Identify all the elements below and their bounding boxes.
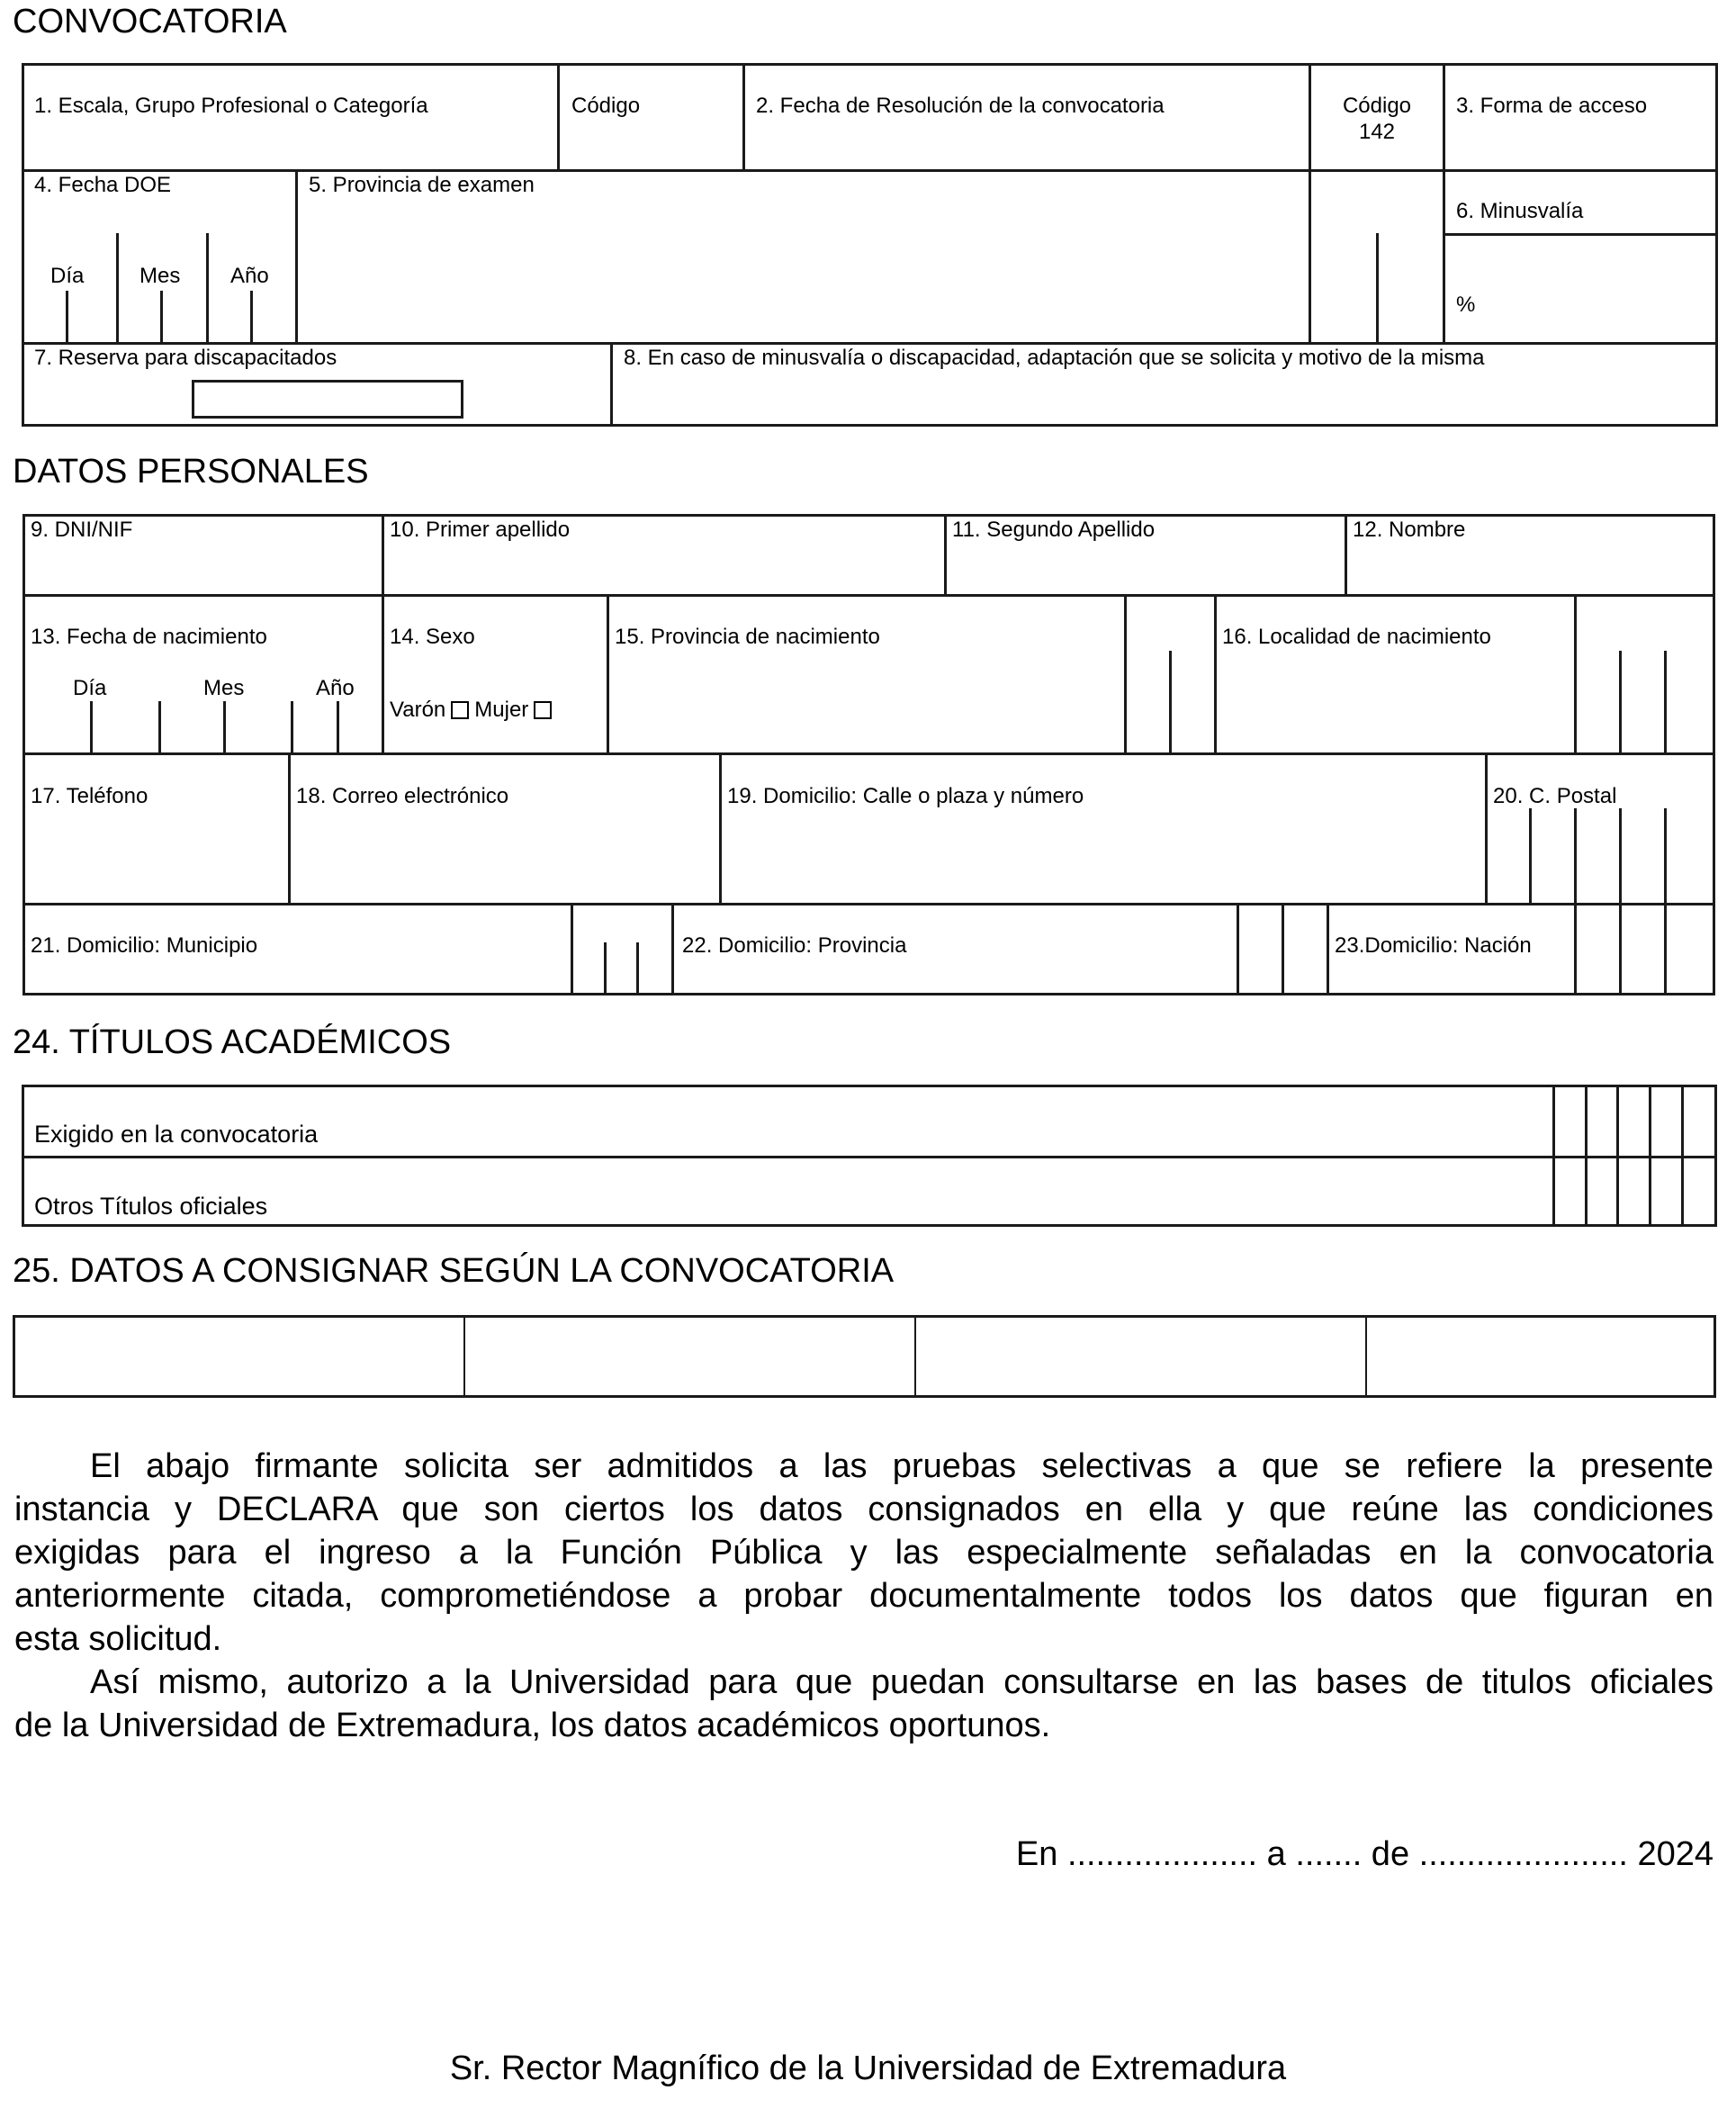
field-email-label: 18. Correo electrónico bbox=[296, 784, 509, 808]
field-nacion-input[interactable] bbox=[1329, 905, 1574, 993]
fecha-doe-dia-label: Día bbox=[50, 264, 85, 288]
nacion-codigo-input[interactable] bbox=[1577, 905, 1713, 993]
row-divider bbox=[22, 594, 1715, 597]
field-reserva-label: 7. Reserva para discapacitados bbox=[34, 346, 337, 370]
section-title-convocatoria: CONVOCATORIA bbox=[13, 3, 287, 41]
field-domicilio-provincia-input[interactable] bbox=[674, 905, 1237, 993]
titulo-exigido-codigo-input[interactable] bbox=[1555, 1087, 1714, 1156]
titulo-otros-codigo-input[interactable] bbox=[1555, 1158, 1714, 1224]
codigo-142-label: Código bbox=[1342, 94, 1412, 118]
fecha-nac-anio-label: Año bbox=[316, 676, 355, 700]
field-email-input[interactable] bbox=[291, 810, 719, 903]
declaration-line: anteriormente citada, comprometiéndose a probar documentalmente todos los datos que figuran en bbox=[14, 1577, 1714, 1615]
field-minusvalia-input[interactable] bbox=[1445, 236, 1715, 342]
field-telefono-label: 17. Teléfono bbox=[31, 784, 148, 808]
codigo-142-value: 142 bbox=[1358, 120, 1396, 144]
field-municipio-label: 21. Domicilio: Municipio bbox=[31, 933, 258, 958]
field-nombre-input[interactable] bbox=[1347, 544, 1713, 594]
dato-consignar-input-4[interactable] bbox=[1367, 1318, 1714, 1395]
fecha-doe-anio-label: Año bbox=[230, 264, 269, 288]
declaration-line: exigidas para el ingreso a la Función Pública y las especialmente señaladas en la convocatoria bbox=[14, 1534, 1714, 1572]
field-domicilio-provincia-label: 22. Domicilio: Provincia bbox=[682, 933, 907, 958]
dato-consignar-input-3[interactable] bbox=[916, 1318, 1365, 1395]
addressee: Sr. Rector Magnífico de la Universidad de Extremadura bbox=[449, 2049, 1287, 2087]
field-localidad-nacimiento-label: 16. Localidad de nacimiento bbox=[1222, 625, 1491, 649]
declaration-line: instancia y DECLARA que son ciertos los datos consignados en ella y que reúne las condiciones bbox=[14, 1491, 1714, 1528]
field-fecha-nacimiento-input[interactable] bbox=[25, 701, 382, 752]
field-localidad-nacimiento-input[interactable] bbox=[1217, 651, 1574, 752]
field-primer-apellido-input[interactable] bbox=[384, 544, 944, 594]
field-escala-input[interactable] bbox=[24, 66, 557, 169]
titulo-exigido-input[interactable] bbox=[24, 1087, 1552, 1156]
field-sexo-label: 14. Sexo bbox=[390, 625, 475, 649]
field-provincia-examen-label: 5. Provincia de examen bbox=[309, 173, 535, 197]
sexo-varon-checkbox[interactable] bbox=[451, 701, 469, 719]
declaration-line: de la Universidad de Extremadura, los datos académicos oportunos. bbox=[14, 1707, 1051, 1744]
titulo-exigido-label: Exigido en la convocatoria bbox=[34, 1121, 319, 1148]
municipio-codigo-input[interactable] bbox=[573, 905, 671, 993]
place-date-line: En .................... a ....... de ...................... 2024 bbox=[1015, 1835, 1714, 1873]
field-provincia-examen-input[interactable] bbox=[298, 198, 1309, 342]
field-fecha-resolucion-input[interactable] bbox=[745, 66, 1309, 169]
field-nacion-label: 23.Domicilio: Nación bbox=[1335, 933, 1532, 958]
field-fecha-doe-label: 4. Fecha DOE bbox=[34, 173, 172, 197]
field-provincia-nacimiento-input[interactable] bbox=[609, 651, 1124, 752]
declaration-line: Así mismo, autorizo a la Universidad para que puedan consultarse en las bases de titulos oficiales bbox=[90, 1663, 1714, 1701]
declaration-paragraph-2 bbox=[14, 1661, 1714, 1747]
row-divider bbox=[22, 342, 1718, 345]
sexo-mujer-label: Mujer bbox=[474, 698, 529, 722]
field-segundo-apellido-input[interactable] bbox=[947, 544, 1345, 594]
field-codigo-postal-label: 20. C. Postal bbox=[1493, 784, 1617, 808]
sexo-varon-label: Varón bbox=[390, 698, 446, 722]
field-domicilio-calle-label: 19. Domicilio: Calle o plaza y número bbox=[727, 784, 1084, 808]
fecha-doe-mes-label: Mes bbox=[139, 264, 181, 288]
dato-consignar-input-1[interactable] bbox=[15, 1318, 463, 1395]
field-escala-label: 1. Escala, Grupo Profesional o Categoría bbox=[34, 94, 428, 118]
section-title-titulos: 24. TÍTULOS ACADÉMICOS bbox=[13, 1023, 452, 1061]
field-codigo-label: Código bbox=[571, 94, 641, 118]
declaration-line: El abajo firmante solicita ser admitidos a las pruebas selectivas a que se refiere la presente bbox=[90, 1447, 1714, 1485]
field-provincia-nacimiento-label: 15. Provincia de nacimiento bbox=[615, 625, 880, 649]
fecha-nac-dia-label: Día bbox=[73, 676, 107, 700]
field-adaptacion-input[interactable] bbox=[613, 371, 1715, 424]
field-forma-acceso-label: 3. Forma de acceso bbox=[1456, 94, 1648, 118]
field-codigo-postal-input[interactable] bbox=[1488, 810, 1713, 903]
field-fecha-resolucion-label: 2. Fecha de Resolución de la convocatoria bbox=[756, 94, 1165, 118]
provincia-nacimiento-codigo-input[interactable] bbox=[1127, 651, 1214, 752]
field-forma-acceso-input[interactable] bbox=[1445, 66, 1715, 169]
field-domicilio-calle-input[interactable] bbox=[722, 810, 1485, 903]
section-title-datos-personales: DATOS PERSONALES bbox=[13, 453, 369, 491]
field-fecha-nacimiento-label: 13. Fecha de nacimiento bbox=[31, 625, 267, 649]
row-divider bbox=[22, 169, 1718, 172]
declaration-line: esta solicitud. bbox=[14, 1620, 222, 1658]
domicilio-provincia-codigo-input[interactable] bbox=[1239, 905, 1327, 993]
localidad-nacimiento-codigo-input[interactable] bbox=[1577, 651, 1713, 752]
field-fecha-doe-input[interactable] bbox=[24, 288, 295, 342]
field-segundo-apellido-label: 11. Segundo Apellido bbox=[952, 518, 1156, 542]
field-dni-label: 9. DNI/NIF bbox=[31, 518, 133, 542]
field-dni-input[interactable] bbox=[25, 544, 382, 594]
row-divider bbox=[22, 752, 1715, 755]
col-divider bbox=[382, 594, 384, 754]
field-municipio-input[interactable] bbox=[25, 905, 571, 993]
sexo-mujer-checkbox[interactable] bbox=[534, 701, 552, 719]
dato-consignar-input-2[interactable] bbox=[465, 1318, 914, 1395]
titulo-otros-label: Otros Títulos oficiales bbox=[34, 1193, 268, 1220]
titulo-otros-input[interactable] bbox=[24, 1158, 1552, 1224]
field-adaptacion-label: 8. En caso de minusvalía o discapacidad, adaptación que se solicita y motivo de la misma bbox=[624, 346, 1485, 370]
fecha-nac-mes-label: Mes bbox=[203, 676, 245, 700]
section-title-datos-consignar: 25. DATOS A CONSIGNAR SEGÚN LA CONVOCATORIA bbox=[13, 1252, 895, 1290]
field-reserva-input[interactable] bbox=[192, 380, 463, 419]
sexo-options bbox=[390, 698, 557, 723]
field-nombre-label: 12. Nombre bbox=[1353, 518, 1466, 542]
field-minusvalia-label: 6. Minusvalía bbox=[1456, 199, 1584, 223]
provincia-codigo-input[interactable] bbox=[1311, 233, 1443, 342]
declaration-paragraph-1 bbox=[14, 1445, 1714, 1661]
field-primer-apellido-label: 10. Primer apellido bbox=[390, 518, 571, 542]
field-telefono-input[interactable] bbox=[25, 810, 288, 903]
field-codigo-input[interactable] bbox=[560, 66, 742, 169]
minusvalia-percent-label: % bbox=[1456, 293, 1476, 317]
